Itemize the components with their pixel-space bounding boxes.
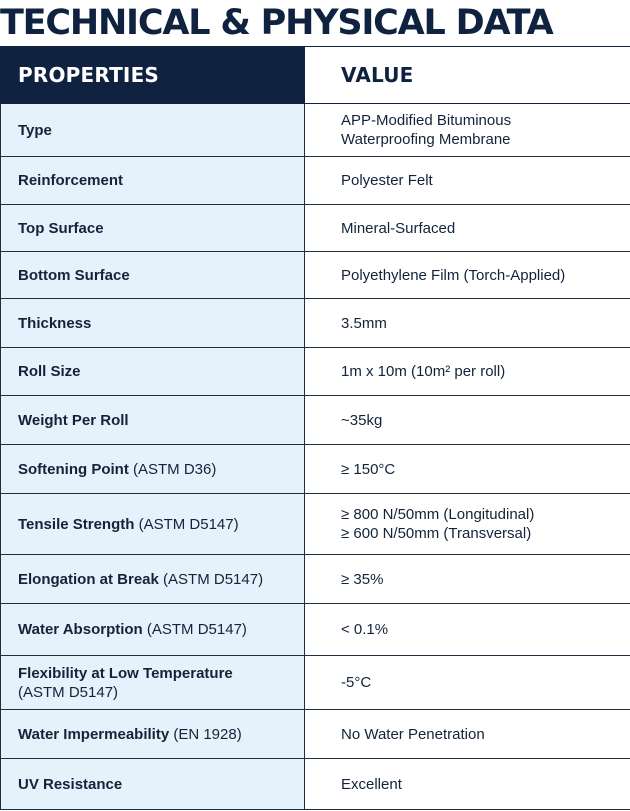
- property-cell: [1, 555, 305, 604]
- table-row: [1, 759, 630, 810]
- value-cell: [305, 604, 630, 656]
- table-row: [1, 205, 630, 252]
- value-cell: [305, 494, 630, 555]
- value-cell: [305, 555, 630, 604]
- property-cell: [1, 205, 305, 252]
- property-name: Elongation at Break: [18, 570, 159, 588]
- properties-column-header: PROPERTIES: [1, 47, 305, 104]
- property-cell: [1, 104, 305, 157]
- property-name: Weight Per Roll: [18, 411, 129, 429]
- property-test-standard: (EN 1928): [173, 725, 242, 743]
- value-text: Mineral-Surfaced: [341, 219, 456, 237]
- value-text: Excellent: [341, 775, 402, 793]
- property-name: Roll Size: [18, 363, 81, 380]
- property-test-standard: (ASTM D5147): [146, 621, 247, 638]
- property-cell: [1, 157, 305, 205]
- table-row: [1, 348, 630, 396]
- page-title: TECHNICAL & PHYSICAL DATA: [0, 3, 553, 43]
- value-text: APP-Modified Bituminous: [341, 112, 512, 129]
- technical-data-table: [0, 46, 630, 810]
- table-row: [1, 252, 630, 299]
- property-cell: [1, 445, 305, 494]
- table-row: [1, 299, 630, 348]
- value-cell: [305, 104, 630, 157]
- value-text: Polyethylene Film (Torch-Applied): [341, 266, 566, 284]
- property-name: UV Resistance: [18, 775, 123, 793]
- property-name: Water Impermeability: [18, 725, 170, 743]
- property-cell: [1, 759, 305, 810]
- property-name: Water Absorption: [18, 621, 143, 638]
- property-name: Type: [18, 121, 52, 139]
- table-row: [1, 656, 630, 710]
- value-text: ≥ 35%: [341, 570, 384, 588]
- value-cell: [305, 348, 630, 396]
- value-text: 1m x 10m (10m² per roll): [341, 363, 506, 380]
- value-cell: [305, 252, 630, 299]
- value-cell: [305, 157, 630, 205]
- value-cell: [305, 656, 630, 710]
- property-name: Tensile Strength: [18, 515, 135, 533]
- property-name: Softening Point: [18, 460, 129, 478]
- property-name: Bottom Surface: [18, 266, 130, 284]
- table-row: [1, 157, 630, 205]
- value-text: ≥ 800 N/50mm (Longitudinal): [341, 506, 535, 523]
- value-text: No Water Penetration: [341, 725, 485, 743]
- property-cell: [1, 494, 305, 555]
- property-cell: [1, 252, 305, 299]
- value-text: Polyester Felt: [341, 172, 433, 189]
- table-row: [1, 104, 630, 157]
- property-cell: [1, 656, 305, 710]
- value-text: 3.5mm: [341, 314, 387, 332]
- value-cell: [305, 205, 630, 252]
- property-test-standard: (ASTM D5147): [18, 683, 119, 701]
- table-row: [1, 604, 630, 656]
- property-test-standard: (ASTM D36): [133, 460, 217, 478]
- property-name: Top Surface: [18, 219, 104, 237]
- value-text: ≥ 150°C: [341, 460, 396, 478]
- property-test-standard: (ASTM D5147): [163, 570, 264, 588]
- property-cell: [1, 710, 305, 759]
- table-header-row: [1, 47, 630, 104]
- table-row: [1, 396, 630, 445]
- property-cell: [1, 604, 305, 656]
- property-cell: [1, 396, 305, 445]
- value-cell: [305, 710, 630, 759]
- value-text: ~35kg: [341, 411, 383, 429]
- property-name: Flexibility at Low Temperature: [18, 664, 233, 682]
- value-text: Waterproofing Membrane: [341, 131, 511, 148]
- value-column-header: VALUE: [305, 47, 630, 104]
- property-cell: [1, 299, 305, 348]
- property-test-standard: (ASTM D5147): [138, 515, 239, 533]
- table-body: [1, 104, 630, 810]
- value-cell: [305, 396, 630, 445]
- value-cell: [305, 445, 630, 494]
- property-name: Thickness: [18, 314, 92, 332]
- property-cell: [1, 348, 305, 396]
- table-row: [1, 555, 630, 604]
- property-name: Reinforcement: [18, 172, 124, 189]
- table-row: [1, 494, 630, 555]
- value-cell: [305, 759, 630, 810]
- value-text: ≥ 600 N/50mm (Transversal): [341, 525, 532, 542]
- table-row: [1, 710, 630, 759]
- value-text: < 0.1%: [341, 621, 389, 638]
- table-row: [1, 445, 630, 494]
- value-text: -5°C: [341, 674, 372, 691]
- value-cell: [305, 299, 630, 348]
